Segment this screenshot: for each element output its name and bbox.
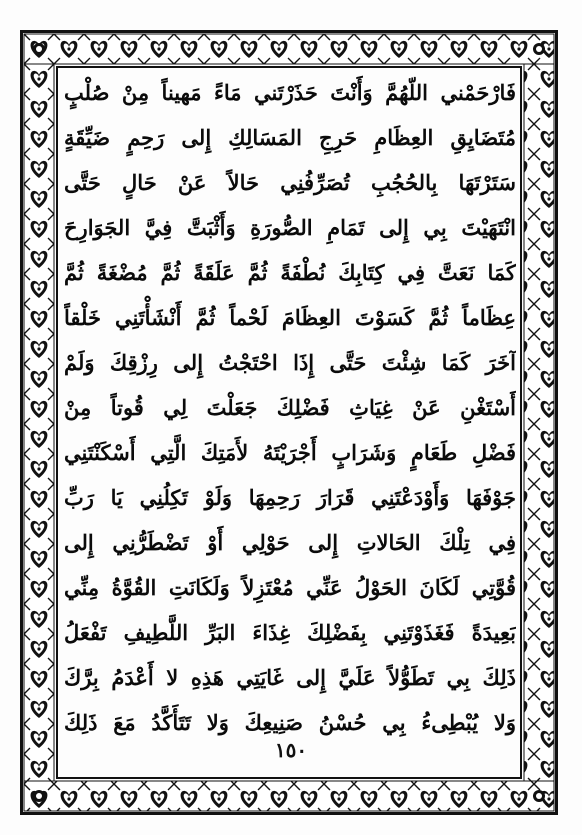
text-line-5: كَمَا نَعَتَّ فِي كِتَابِكَ نُطْفَةً ثُمَّ عَلَقَةً ثُمَّ مُضْغَةً ثُمَّ [64, 260, 516, 285]
text-line-6: عِظَاماً ثُمَّ كَسَوْتَ العِظَامَ لَحْماً ثُمَّ أَنْشَأْتَنِي خَلْقاً [64, 305, 516, 330]
text-line-4: انْتَهَيْتَ بِي إِلى تَمَامِ الصُّورَةِ وَأَثْبَتَّ فِيَّ الجَوَارِحَ [64, 215, 516, 240]
text-line-9: فَضْلِ طَعَامٍ وَشَرَابٍ أَجْرَيْتَهُ لأَمَتِكَ الَّتِي أَسْكَنْتَنِي [64, 440, 516, 465]
text-line-1: فَارْحَمْني اللّهُمَّ وَأَنْتَ حَذَرْتَني مَاءً مَهيناً مِنْ صُلْبٍ [64, 80, 516, 105]
text-line-2: مُتَضَايِقِ العِظَامِ حَرِجِ المَسَالِكِ إِلى رَحِمٍ ضَيِّقَةٍ [64, 125, 516, 150]
text-line-14: ذَلِكَ بِي تَطَوُّلاً عَلَيَّ إِلى غَايَتِي هَذِهِ لا أَعْدَمُ بِرَّكَ [64, 665, 516, 690]
text-line-11: فِي تِلْكَ الحَالاتِ إِلى حَوْلِي أَوْ تَضْطَرُّنِي إِلى [64, 530, 516, 555]
text-line-10: جَوْفَهَا وَأَوْدَعْتَنِي قَرَارَ رَحِمِهَا وَلَوْ تَكِلُنِي يَا رَبِّ [64, 485, 516, 510]
page-number: ١٥٠ [274, 738, 308, 762]
text-line-8: أَسْتَغْنِ عَنْ غِيَاثِ فَضْلِكَ جَعَلْتَ لِي قُوتاً مِنْ [64, 395, 516, 420]
text-line-3: سَتَرْتَهَا بِالحُجُبِ تُصَرِّفُنِي حَالاً عَنْ حَالٍ حَتَّى [64, 170, 516, 195]
text-line-13: بَعِيدَةً فَغَذَوْتَنِي بِفَضْلِكَ غِذَاءَ البَرِّ اللَّطِيفِ تَفْعَلُ [64, 620, 516, 645]
text-block [64, 70, 516, 742]
text-line-7: آخَرَ كَمَا شِئْتَ حَتَّى إِذَا احْتَجْتُ إِلى رِزْقِكَ وَلَمْ [64, 350, 516, 375]
text-line-15: وَلا يُبْطِىءُ بِي حُسْنُ صَنِيعِكَ وَلا تَتَأَكَّدُ مَعَ ذَلِكَ [64, 710, 516, 735]
text-line-12: قُوَّتِي لَكَانَ الحَوْلُ عَنِّي مُعْتَزِلاً وَلَكَانَتِ القُوَّةُ مِنِّي [64, 575, 516, 600]
